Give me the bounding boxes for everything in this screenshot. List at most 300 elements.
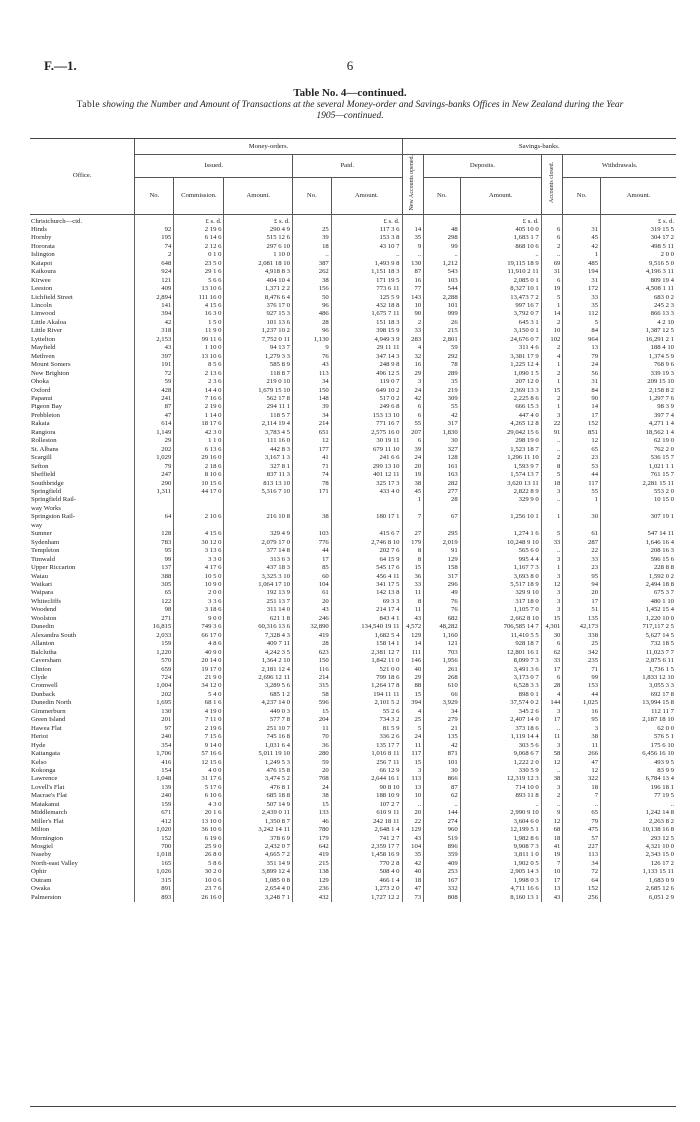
- table-cell: 547 14 11: [647, 530, 674, 538]
- table-row: [30, 826, 676, 834]
- table-cell: 6: [402, 412, 424, 420]
- table-cell: 2 13 6: [174, 370, 224, 378]
- table-cell: 2,114 19 4: [224, 420, 292, 428]
- table-cell: ..: [424, 801, 461, 809]
- table-cell: 12 15 6: [174, 759, 224, 767]
- table-row: [30, 792, 676, 800]
- table-cell: 1,105 7 0: [460, 606, 541, 614]
- table-cell: 30 19 11: [331, 437, 402, 445]
- table-cell: 113: [563, 851, 601, 859]
- table-cell: 268: [424, 674, 461, 682]
- table-cell: 2 19 6: [174, 725, 224, 733]
- table-cell: 98: [135, 606, 174, 614]
- table-cell: 1,212: [424, 260, 461, 268]
- table-cell: 79: [563, 353, 601, 361]
- office-name-cell: Woodend: [30, 606, 135, 614]
- table-cell: 1,902 0 5: [460, 860, 541, 868]
- table-cell: 153: [563, 682, 601, 690]
- table-cell: 21 9 0: [174, 674, 224, 682]
- table-cell: 2,079 17 0: [224, 539, 292, 547]
- office-name-cell: Mornington: [30, 835, 135, 843]
- subtitle-lead: Table: [76, 100, 101, 110]
- table-cell: 1,085 0 8: [224, 877, 292, 885]
- office-name-cell: Rangiora: [30, 429, 135, 437]
- table-cell: 4: [402, 708, 424, 716]
- table-row: [30, 403, 676, 411]
- table-cell: 2,225 8 6: [460, 395, 541, 403]
- table-cell: 154: [135, 767, 174, 775]
- office-name-cell: Waipara: [30, 589, 135, 597]
- table-row: [30, 885, 676, 893]
- table-cell: 29: [135, 437, 174, 445]
- table-cell: 315: [135, 877, 174, 885]
- table-cell: 12: [541, 818, 563, 826]
- table-cell: 219: [424, 387, 461, 395]
- table-cell: 152: [135, 835, 174, 843]
- office-name-cell: Kelso: [30, 759, 135, 767]
- table-cell: 2 19 6: [174, 226, 224, 234]
- table-row: [30, 835, 676, 843]
- table-cell: 1,020: [135, 826, 174, 834]
- table-cell: 240: [135, 792, 174, 800]
- table-cell: 9,516 5 0: [648, 259, 674, 267]
- table-cell: 1: [563, 251, 601, 259]
- table-cell: 19 17 0: [174, 666, 224, 674]
- table-cell: 94: [563, 581, 601, 589]
- table-row: [30, 894, 676, 902]
- table-cell: 1,133 15 11: [642, 868, 674, 876]
- table-cell: 139: [135, 784, 174, 792]
- table-cell: 11: [402, 589, 424, 597]
- table-cell: 29 11 11: [331, 344, 402, 352]
- table-cell: 404 10 4: [224, 277, 292, 285]
- table-row: [30, 547, 676, 555]
- table-cell: 256: [563, 894, 601, 902]
- table-cell: 1,842 11 0: [331, 657, 402, 665]
- table-cell: 1,727 12 2: [331, 894, 402, 902]
- table-cell: 1 14 0: [174, 412, 224, 420]
- table-cell: ..: [541, 767, 563, 775]
- table-cell: 242 18 11: [331, 818, 402, 826]
- office-name-cell: North-east Valley: [30, 860, 135, 868]
- table-cell: 117: [402, 750, 424, 758]
- table-cell: 508 4 0: [331, 868, 402, 876]
- table-cell: 15: [541, 615, 563, 623]
- table-cell: 55: [563, 488, 601, 496]
- table-cell: 3,474 5 2: [224, 775, 292, 783]
- table-cell: 770 2 8: [331, 860, 402, 868]
- table-cell: 428: [135, 387, 174, 395]
- table-cell: 62: [541, 649, 563, 657]
- table-cell: 17: [563, 598, 601, 606]
- table-cell: 292: [424, 353, 461, 361]
- table-cell: [292, 505, 331, 513]
- table-cell: 297 6 10: [224, 243, 292, 251]
- table-cell: 159: [135, 801, 174, 809]
- table-cell: 179: [402, 539, 424, 547]
- table-row: [30, 750, 676, 758]
- table-cell: £ s. d.: [174, 214, 224, 226]
- table-cell: 192 13 9: [224, 589, 292, 597]
- table-cell: 43: [292, 606, 331, 614]
- table-cell: 783: [135, 539, 174, 547]
- table-subtitle: [70, 100, 630, 122]
- table-row: [30, 277, 676, 285]
- table-cell: 999: [424, 310, 461, 318]
- table-cell: 11: [563, 742, 601, 750]
- table-cell: 90: [402, 310, 424, 318]
- table-cell: 22: [541, 420, 563, 428]
- table-cell: 95: [135, 547, 174, 555]
- table-cell: 29 1 6: [174, 268, 224, 276]
- table-cell: 1,048: [135, 775, 174, 783]
- table-cell: 545 17 6: [331, 564, 402, 572]
- table-cell: 95: [563, 716, 601, 724]
- table-cell: 1,736 1 5: [648, 665, 674, 673]
- table-cell: 685 1 2: [224, 691, 292, 699]
- table-cell: 2,990 9 10: [460, 809, 541, 817]
- table-cell: 2: [135, 251, 174, 259]
- table-cell: [402, 522, 424, 530]
- table-cell: 35: [402, 234, 424, 242]
- table-cell: [224, 496, 292, 504]
- table-cell: 20: [292, 767, 331, 775]
- table-cell: 77: [402, 285, 424, 293]
- table-cell: 44 17 0: [174, 488, 224, 496]
- table-cell: 298: [424, 234, 461, 242]
- table-cell: 6: [402, 437, 424, 445]
- table-cell: 1: [563, 496, 601, 504]
- office-name-cell: Sheffield: [30, 471, 135, 479]
- table-cell: 128: [424, 454, 461, 462]
- table-cell: 130: [135, 708, 174, 716]
- table-cell: 4,242 3 5: [224, 649, 292, 657]
- table-cell: 1,706: [135, 750, 174, 758]
- table-row: [30, 767, 676, 775]
- table-row: [30, 294, 676, 302]
- table-cell: 1,350 8 7: [224, 818, 292, 826]
- office-name-cell: Springfield: [30, 488, 135, 496]
- table-cell: 2,662 8 10: [460, 615, 541, 623]
- table-cell: 3: [541, 573, 563, 581]
- table-cell: 24: [292, 784, 331, 792]
- office-name-cell: Rolleston: [30, 437, 135, 445]
- table-cell: 724: [135, 674, 174, 682]
- table-cell: 1,064 17 10: [224, 581, 292, 589]
- table-row: [30, 742, 676, 750]
- table-cell: 10 15 0: [653, 496, 674, 504]
- table-cell: 37,574 0 2: [460, 699, 541, 707]
- table-cell: 69 3 3: [331, 598, 402, 606]
- table-cell: 153 13 10: [331, 412, 402, 420]
- table-cell: 2: [541, 319, 563, 327]
- table-cell: 158: [424, 564, 461, 572]
- table-cell: 42: [135, 319, 174, 327]
- table-cell: 18,562 1 4: [645, 428, 674, 436]
- table-cell: 53: [563, 463, 601, 471]
- table-cell: 3 13 6: [174, 547, 224, 555]
- table-cell: 76: [424, 606, 461, 614]
- table-cell: 359: [424, 851, 461, 859]
- table-cell: 432: [292, 894, 331, 902]
- office-name-cell: Naseby: [30, 851, 135, 859]
- table-cell: 519: [424, 835, 461, 843]
- table-cell: £ s. d.: [460, 214, 541, 226]
- table-cell: 621 1 8: [224, 615, 292, 623]
- table-cell: 219 0 10: [224, 378, 292, 386]
- table-cell: 122: [135, 598, 174, 606]
- table-cell: 2,369 13 3: [460, 387, 541, 395]
- table-cell: 12: [541, 581, 563, 589]
- table-cell: 90: [563, 395, 601, 403]
- table-row: [30, 809, 676, 817]
- new-accounts-header: [402, 155, 424, 215]
- table-cell: 303 5 6: [460, 742, 541, 750]
- table-cell: 476 15 8: [224, 767, 292, 775]
- table-cell: 412: [135, 818, 174, 826]
- office-name-cell: Mayfield: [30, 344, 135, 352]
- table-cell: 515 12 6: [224, 234, 292, 242]
- office-name-cell: Lovell's Flat: [30, 784, 135, 792]
- table-cell: 68 1 6: [174, 699, 224, 707]
- table-cell: ..: [541, 446, 563, 454]
- table-cell: 4,918 8 3: [224, 268, 292, 276]
- table-row: [30, 251, 676, 259]
- table-cell: 57 16 6: [174, 750, 224, 758]
- table-cell: 74: [135, 243, 174, 251]
- table-cell: 3,929: [424, 699, 461, 707]
- table-cell: 3: [541, 742, 563, 750]
- table-cell: 103: [292, 530, 331, 538]
- table-cell: 33: [541, 657, 563, 665]
- table-cell: 17: [541, 666, 563, 674]
- table-cell: 175 6 10: [650, 741, 674, 749]
- table-cell: 102: [541, 336, 563, 344]
- table-cell: 27: [402, 530, 424, 538]
- table-row: [30, 775, 676, 783]
- table-cell: 610 9 11: [331, 809, 402, 817]
- table-cell: 38: [292, 792, 331, 800]
- table-cell: 544: [424, 285, 461, 293]
- table-cell: 215: [424, 327, 461, 335]
- table-cell: 40: [402, 666, 424, 674]
- table-cell: 12: [563, 767, 601, 775]
- table-cell: 480 1 10: [650, 597, 674, 605]
- table-cell: 9,908 7 3: [460, 843, 541, 851]
- table-cell: 1: [541, 403, 563, 411]
- table-cell: 3,242 14 11: [224, 826, 292, 834]
- table-cell: 651: [292, 429, 331, 437]
- table-cell: 17: [541, 877, 563, 885]
- table-cell: 1,593 9 7: [460, 463, 541, 471]
- table-cell: 31: [563, 226, 601, 234]
- table-cell: 68: [541, 826, 563, 834]
- table-cell: 15: [402, 691, 424, 699]
- table-cell: 10: [541, 327, 563, 335]
- table-cell: 51: [563, 606, 601, 614]
- table-row: [30, 598, 676, 606]
- table-cell: 4,949 3 9: [331, 336, 402, 344]
- table-row: [30, 454, 676, 462]
- table-row: [30, 463, 676, 471]
- table-cell: 1,998 0 3: [460, 877, 541, 885]
- table-cell: 207 12 0: [460, 378, 541, 386]
- table-cell: 3 3 0: [174, 556, 224, 564]
- table-cell: 2,281 15 11: [642, 479, 674, 487]
- table-cell: 6 10 6: [174, 792, 224, 800]
- table-cell: 24: [402, 387, 424, 395]
- table-cell: 60,316 13 6: [224, 623, 292, 631]
- table-cell: 138: [292, 868, 331, 876]
- table-cell: 151 18 3: [331, 319, 402, 327]
- table-cell: 8: [402, 547, 424, 555]
- paid-no-header: No.: [292, 178, 331, 214]
- table-cell: 15: [402, 759, 424, 767]
- table-cell: 329 4 9: [224, 530, 292, 538]
- table-cell: 7,752 0 11: [224, 336, 292, 344]
- table-cell: 61: [563, 530, 601, 538]
- table-cell: 4,665 7 2: [224, 851, 292, 859]
- table-cell: 543: [424, 268, 461, 276]
- table-cell: 279: [424, 716, 461, 724]
- table-row: [30, 699, 676, 707]
- transactions-table: [30, 139, 676, 902]
- office-name-cell: Kokonga: [30, 767, 135, 775]
- office-name-cell: Templeton: [30, 547, 135, 555]
- table-row: [30, 310, 676, 318]
- table-cell: 245 2 3: [653, 302, 674, 310]
- table-cell: 749 3 6: [174, 623, 224, 631]
- table-cell: 126 17 2: [650, 859, 674, 867]
- office-name-cell: Hinds: [30, 226, 135, 234]
- table-row: [30, 344, 676, 352]
- table-cell: 38: [402, 480, 424, 488]
- table-cell: 111 16 0: [224, 437, 292, 445]
- table-cell: 97: [135, 725, 174, 733]
- table-cell: 1,683 0 9: [648, 876, 674, 884]
- office-name-cell: Mosgiel: [30, 843, 135, 851]
- office-name-cell: Hyde: [30, 742, 135, 750]
- table-cell: 137: [135, 564, 174, 572]
- table-cell: 1,018: [135, 851, 174, 859]
- table-cell: 253: [424, 868, 461, 876]
- table-row: [30, 488, 676, 496]
- table-cell: 683 0 2: [653, 293, 674, 301]
- table-cell: 96: [292, 302, 331, 310]
- table-cell: 1: [402, 496, 424, 504]
- table-cell: 26 16 0: [174, 894, 224, 902]
- table-row: [30, 784, 676, 792]
- table-cell: 1,025: [563, 699, 601, 707]
- table-cell: ..: [541, 801, 563, 809]
- table-cell: 104: [292, 581, 331, 589]
- table-cell: 5 4 0: [174, 691, 224, 699]
- table-cell: 172: [563, 285, 601, 293]
- table-cell: 7 15 6: [174, 733, 224, 741]
- table-cell: 33: [563, 294, 601, 302]
- table-cell: 4 8 6: [174, 640, 224, 648]
- table-cell: 128: [135, 530, 174, 538]
- table-cell: 4,265 12 8: [460, 420, 541, 428]
- table-cell: 196 18 1: [650, 783, 674, 791]
- table-cell: 12,801 16 1: [460, 649, 541, 657]
- office-name-cell: Springston Rail-: [30, 513, 135, 521]
- table-cell: 18: [292, 243, 331, 251]
- deposits-amount-header: Amount.: [460, 178, 541, 214]
- table-cell: 150: [292, 387, 331, 395]
- table-cell: 6 14 6: [174, 234, 224, 242]
- table-cell: 1,675 7 11: [331, 310, 402, 318]
- table-cell: 336 2 6: [331, 733, 402, 741]
- table-cell: 2,801: [424, 336, 461, 344]
- table-row: [30, 429, 676, 437]
- table-cell: 6,051 2 9: [648, 893, 674, 901]
- table-cell: 8: [402, 598, 424, 606]
- table-cell: 311 4 6: [460, 344, 541, 352]
- table-cell: 13: [402, 784, 424, 792]
- table-cell: 610: [424, 682, 461, 690]
- table-cell: 577 7 8: [224, 716, 292, 724]
- table-cell: 66 17 0: [174, 632, 224, 640]
- table-cell: 36: [292, 742, 331, 750]
- table-cell: 2: [541, 395, 563, 403]
- office-name-cell: Hornby: [30, 234, 135, 242]
- table-cell: 813 13 10: [224, 480, 292, 488]
- table-cell: 3,325 3 10: [224, 573, 292, 581]
- table-cell: [135, 496, 174, 504]
- table-cell: ..: [541, 437, 563, 445]
- table-row: [30, 716, 676, 724]
- table-cell: 700: [135, 843, 174, 851]
- table-cell: 2 18 6: [174, 463, 224, 471]
- table-cell: 1,646 16 4: [645, 538, 674, 546]
- table-cell: 103: [424, 277, 461, 285]
- table-cell: ..: [460, 801, 541, 809]
- table-cell: 342: [563, 649, 601, 657]
- office-name-cell: Green Island: [30, 716, 135, 724]
- table-cell: 135: [563, 615, 601, 623]
- table-cell: 85: [292, 564, 331, 572]
- table-cell: 251 10 7: [224, 725, 292, 733]
- table-cell: 10: [541, 868, 563, 876]
- table-cell: 536 15 7: [650, 454, 674, 462]
- table-row: [30, 243, 676, 251]
- table-cell: 1,242 14 8: [645, 809, 674, 817]
- office-name-cell: Islington: [30, 251, 135, 259]
- table-cell: 893 11 8: [460, 792, 541, 800]
- table-cell: 960: [424, 826, 461, 834]
- office-name-cell: Matakanui: [30, 801, 135, 809]
- table-row: [30, 759, 676, 767]
- table-cell: 19: [541, 851, 563, 859]
- withdrawals-no-header: No.: [563, 178, 601, 214]
- table-cell: 10: [402, 792, 424, 800]
- table-cell: 13: [563, 344, 601, 352]
- table-cell: 13 10 0: [174, 818, 224, 826]
- table-cell: 2,343 15 0: [645, 851, 674, 859]
- table-cell: 570: [135, 657, 174, 665]
- table-row: [30, 285, 676, 293]
- table-cell: 11,023 7 7: [645, 648, 674, 656]
- office-name-cell: New Brighton: [30, 370, 135, 378]
- table-cell: ..: [670, 800, 674, 808]
- table-cell: 1,493 9 8: [331, 260, 402, 268]
- savings-banks-header: Savings-banks.: [402, 139, 676, 155]
- table-cell: [174, 505, 224, 513]
- table-cell: 5 6 6: [174, 277, 224, 285]
- table-cell: 2,019: [424, 539, 461, 547]
- table-cell: 466 1 4: [331, 877, 402, 885]
